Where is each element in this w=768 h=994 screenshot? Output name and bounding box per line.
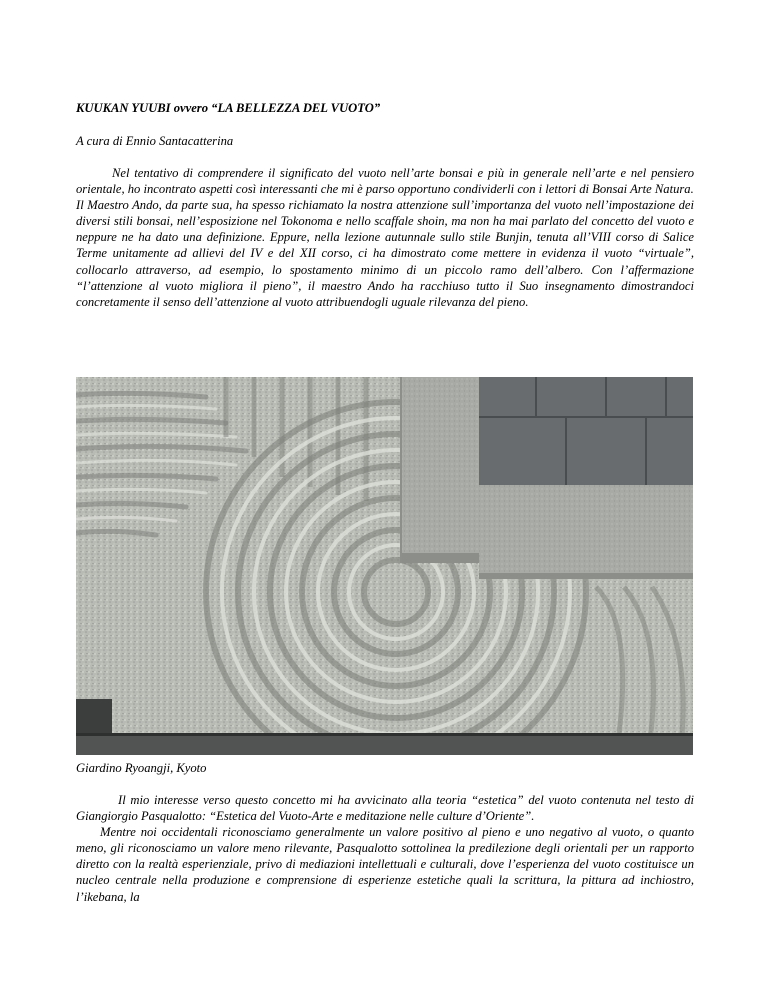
body-paragraph-2: Mentre noi occidentali riconosciamo generalmente un valore positivo al pieno e uno negativo al vuoto, o quanto meno, gli riconosciamo un valore meno rilevante, Pasqualotto sottolinea la predilezione degli orientali per un rapporto diretto con la realtà esperienziale, privo di mediazioni intellettuali e culturali, dove l’esperienza del vuoto costituisce un nucleo centrale nella produzione e comprensione di esperienze estetiche quali la scrittura, la pittura ad inchiostro, l’ikebana, la — [76, 825, 694, 904]
zen-garden-photo — [76, 377, 693, 755]
photo-caption: Giardino Ryoangji, Kyoto — [76, 761, 207, 775]
intro-paragraph-1: Nel tentativo di comprendere il significato del vuoto nell’arte bonsai e più in generale nell’arte e nel pensiero orientale, ho incontrato aspetti così interessanti che mi è parso opportuno condividerli con i lettori di Bonsai Arte Natura. — [76, 166, 694, 197]
document-title: KUUKAN YUUBI ovvero “LA BELLEZZA DEL VUOTO” — [76, 101, 381, 115]
intro-section — [76, 165, 694, 310]
document-author: A cura di Ennio Santacatterina — [76, 134, 234, 148]
body-paragraph-1: Il mio interesse verso questo concetto mi ha avvicinato alla teoria “estetica” del vuoto contenuta nel testo di Giangiorgio Pasqualotto: “Estetica del Vuoto-Arte e meditazione nelle culture d’Oriente”. — [76, 793, 694, 824]
zen-garden-illustration — [76, 377, 693, 755]
intro-paragraph-2: Il Maestro Ando, da parte sua, ha spesso richiamato la nostra attenzione sull’importanza del vuoto nell’impostazione dei diversi stili bonsai, nell’esposizione nel Tokonoma e nello scaffale shoin, ma non ha mai parlato del concetto del vuoto e neppure ne ha dato una definizione. Eppure, nella lezione autunnale sullo stile Bunjin, tenuta all’VIII corso di Salice Terme unitamente ad allievi del IV e del XII corso, ci ha dimostrato come mettere in evidenza il vuoto “virtuale”, collocarlo attraverso, ad esempio, lo spostamento minimo di un piccolo ramo dell’albero. Con l’affermazione “l’attenzione al vuoto migliora il pieno”, il maestro Ando ha racchiuso tutto il Suo insegnamento dimostrandoci concretamente il senso dell’attenzione al vuoto attribuendogli uguale rilevanza del pieno. — [76, 198, 694, 309]
body-section — [76, 792, 694, 905]
